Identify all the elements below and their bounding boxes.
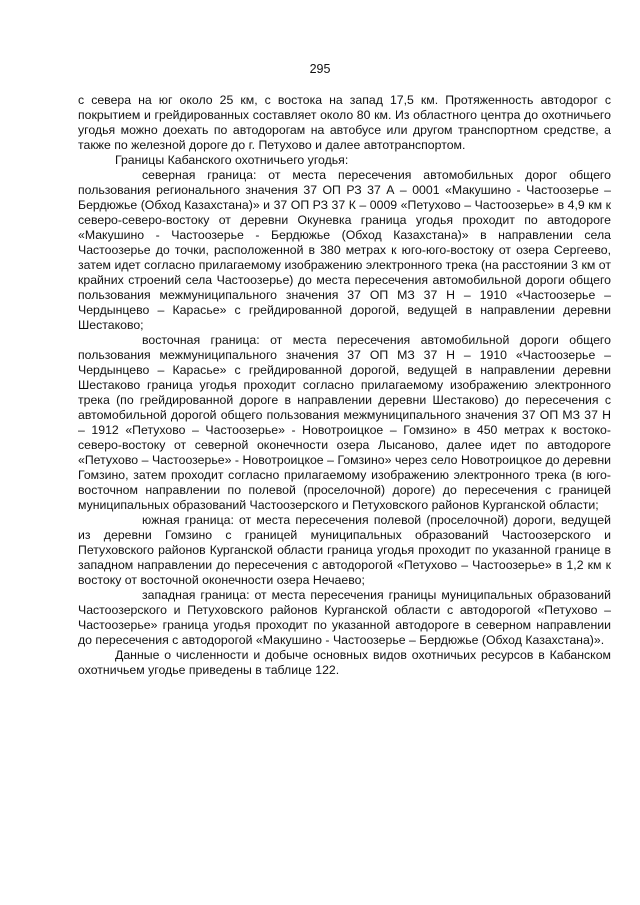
- paragraph-northern-boundary: северная граница: от места пересечения автомобильных дорог общего пользования регионального значения 37 ОП РЗ 37 А – 0001 «Макушино - Частоозерье – Бердюжье (Обход Казахстана)» и 37 ОП РЗ 37 К – 0009 «Петухово – Частоозерье» в 4,9 км к северо-северо-востоку от деревни Окуневка граница угодья проходит по автодороге «Макушино - Частоозерье - Бердюжье (Обход Казахстана)» в направлении села Частоозерье до точки, расположенной в 380 метрах к юго-юго-востоку от озера Сергеево, затем идет согласно прилагаемому изображению электронного трека (на расстоянии 3 км от крайних строений села Частоозерье) до места пересечения автомобильной дороги общего пользования межмуниципального значения 37 ОП МЗ 37 Н – 1910 «Частоозерье – Чердынцево – Карасье» с грейдированной дорогой, ведущей в направлении деревни Шестаково;: [78, 168, 611, 332]
- paragraph-eastern-boundary: восточная граница: от места пересечения автомобильной дороги общего пользования межмуниципального значения 37 ОП МЗ 37 Н – 1910 «Частоозерье – Чердынцево – Карасье» с грейдированной дорогой, ведущей в направлении деревни Шестаково граница угодья проходит согласно прилагаемому изображению электронного трека (по грейдированной дороге в направлении деревни Шестаково) до пересечения с автомобильной дорогой общего пользования межмуниципального значения 37 ОП МЗ 37 Н – 1912 «Петухово – Частоозерье» - Новотроицкое – Гомзино» в 450 метрах к востоко-северо-востоку от северной оконечности озера Лысаново, далее идет по автодороге «Петухово – Частоозерье» - Новотроицкое – Гомзино» через село Новотроицкое до деревни Гомзино, затем проходит согласно прилагаемому изображению электронного трека (в юго-восточном направлении по полевой (проселочной) дороге) до пересечения с границей муниципальных образований Частоозерского и Петуховского районов Курганской области;: [78, 333, 611, 512]
- paragraph-southern-boundary: южная граница: от места пересечения полевой (проселочной) дороги, ведущей из деревни Гомзино с границей муниципальных образований Частоозерского и Петуховского районов Курганской области граница угодья проходит по указанной границе в западном направлении до пересечения с автодорогой «Петухово – Частоозерье» в 1,2 км к востоку от восточной оконечности озера Нечаево;: [78, 513, 611, 587]
- paragraph-boundaries-heading: Границы Кабанского охотничьего угодья:: [115, 153, 349, 167]
- paragraph-area-description: с севера на юг около 25 км, с востока на запад 17,5 км. Протяженность автодорог с покрытием и грейдированных составляет около 80 км. Из областного центра до охотничьего угодья можно доехать по автодорогам на автобусе или другом транспортном средстве, а также по железной дороге до г. Петухово и далее автотранспортом.: [78, 93, 611, 152]
- document-body: [78, 93, 611, 678]
- page-number: 295: [309, 62, 331, 76]
- paragraph-western-boundary: западная граница: от места пересечения границы муниципальных образований Частоозерского и Петуховского районов Курганской области с автодорогой «Петухово – Частоозерье» граница угодья проходит по указанной автодороге в северном направлении до пересечения с автодорогой «Макушино - Частоозерье – Бердюжье (Обход Казахстана)».: [78, 588, 611, 647]
- paragraph-table-reference: Данные о численности и добыче основных видов охотничьих ресурсов в Кабанском охотничьем угодье приведены в таблице 122.: [78, 648, 611, 677]
